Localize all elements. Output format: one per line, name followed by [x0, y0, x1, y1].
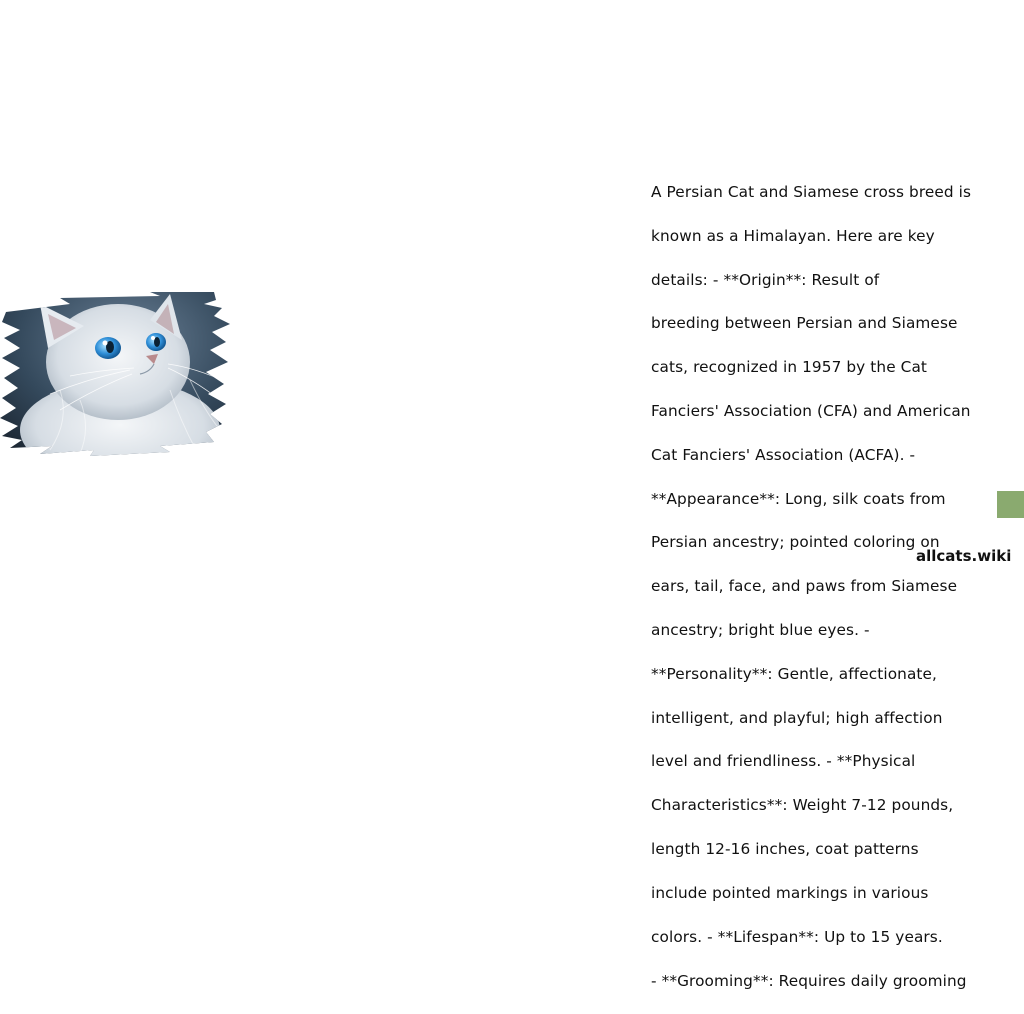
description-line: cats, recognized in 1957 by the Cat [651, 358, 928, 377]
description-line: A Persian Cat and Siamese cross breed is [651, 182, 972, 201]
description-line: Persian ancestry; pointed coloring on [651, 533, 940, 552]
description-line: Fanciers' Association (CFA) and American [651, 401, 971, 420]
description-line: **Appearance**: Long, silk coats from [651, 489, 946, 508]
description-line: known as a Himalayan. Here are key [651, 226, 935, 245]
description-line: **Personality**: Gentle, affectionate, [651, 664, 937, 683]
description-line: Characteristics**: Weight 7-12 pounds, [651, 796, 954, 815]
site-watermark: allcats.wiki [916, 547, 1012, 565]
description-line: breeding between Persian and Siamese [651, 314, 958, 333]
description-line: include pointed markings in various [651, 883, 929, 902]
description-line: ancestry; bright blue eyes. - [651, 621, 870, 640]
description-line: - **Grooming**: Requires daily grooming [651, 971, 967, 990]
description-line: ears, tail, face, and paws from Siamese [651, 577, 958, 596]
accent-square [997, 491, 1024, 518]
description-line: colors. - **Lifespan**: Up to 15 years. [651, 927, 943, 946]
description-line: length 12-16 inches, coat patterns [651, 840, 919, 859]
cat-image [0, 290, 232, 460]
description-line: details: - **Origin**: Result of [651, 270, 880, 289]
description-line: intelligent, and playful; high affection [651, 708, 943, 727]
description-line: Cat Fanciers' Association (ACFA). - [651, 445, 916, 464]
description-line: level and friendliness. - **Physical [651, 752, 916, 771]
breed-description [651, 160, 981, 1014]
